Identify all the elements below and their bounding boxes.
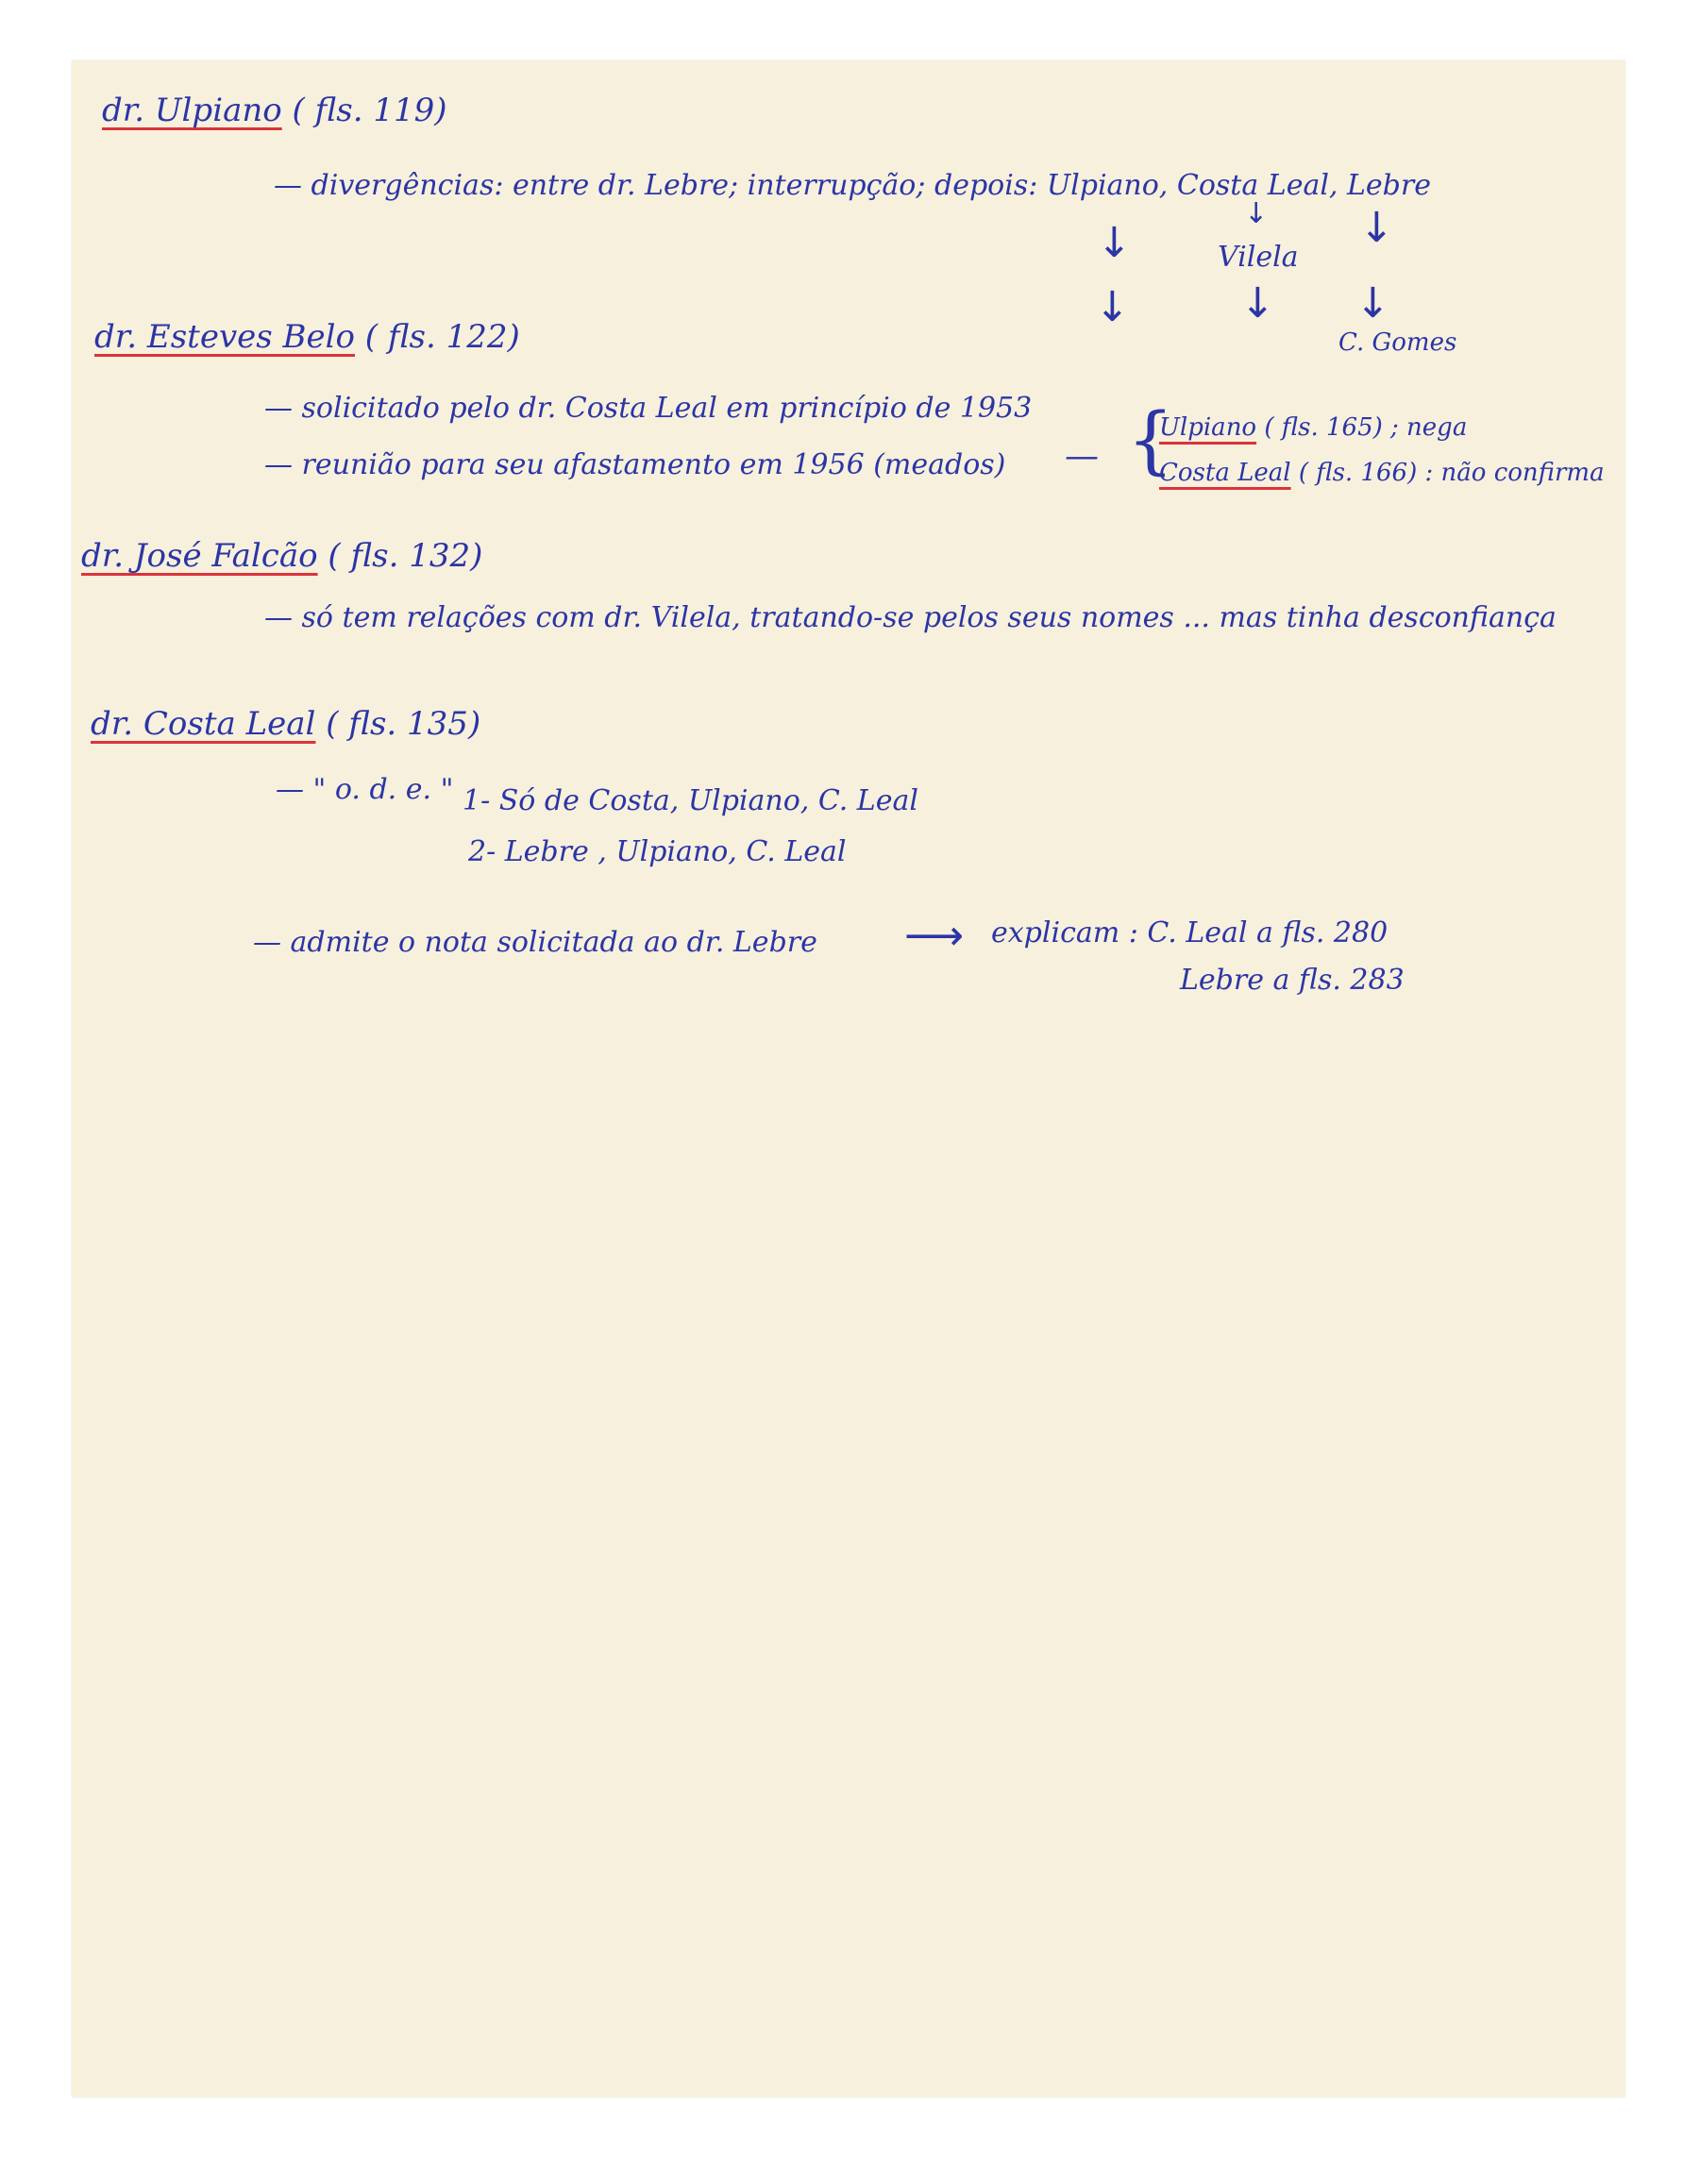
name-dr-costa-leal: dr. Costa Leal bbox=[91, 705, 316, 743]
note-explicam: explicam : C. Leal a fls. 280 bbox=[991, 916, 1389, 949]
note-solicitado: — solicitado pelo dr. Costa Leal em princípio de 1953 bbox=[264, 392, 1033, 425]
note-relacoes: — só tem relações com dr. Vilela, tratando-se pelos seus nomes ... mas tinha desconfiança bbox=[264, 601, 1557, 634]
side-note-costa-leal bbox=[1159, 461, 1605, 485]
side-ref-fls-165: ( fls. 165) ; nega bbox=[1264, 413, 1468, 442]
note-ode: — " o. d. e. " bbox=[276, 773, 454, 806]
note-admite: — admite o nota solicitada ao dr. Lebre bbox=[253, 926, 817, 959]
side-note-ulpiano bbox=[1159, 415, 1467, 440]
heading-dr-esteves-belo bbox=[94, 318, 520, 356]
name-dr-ulpiano: dr. Ulpiano bbox=[102, 92, 282, 129]
ref-fls-122: ( fls. 122) bbox=[364, 318, 520, 356]
name-dr-esteves-belo: dr. Esteves Belo bbox=[94, 318, 355, 356]
arrow-down-icon: ↓ bbox=[1359, 204, 1394, 252]
brace-glyph: { bbox=[1127, 398, 1174, 483]
arrow-down-icon: ↓ bbox=[1095, 283, 1130, 331]
note-divergencias: — divergências: entre dr. Lebre; interrupção; depois: Ulpiano, Costa Leal, Lebre bbox=[274, 169, 1431, 202]
side-name-ulpiano: Ulpiano bbox=[1159, 413, 1257, 442]
arrow-right-icon: ⟶ bbox=[904, 912, 965, 960]
ref-fls-135: ( fls. 135) bbox=[326, 705, 481, 743]
name-dr-jose-falcao: dr. José Falcão bbox=[81, 537, 318, 575]
heading-dr-jose-falcao bbox=[81, 537, 483, 575]
note-reuniao: — reunião para seu afastamento em 1956 (meados) bbox=[264, 448, 1006, 481]
connector-dash: — bbox=[1065, 437, 1099, 476]
note-lebre-fls-283: Lebre a fls. 283 bbox=[1180, 964, 1405, 997]
list-item-1: 1- Só de Costa, Ulpiano, C. Leal bbox=[463, 784, 918, 817]
arrow-down-icon: ↓ bbox=[1097, 219, 1132, 267]
side-ref-fls-166: ( fls. 166) : não confirma bbox=[1298, 459, 1605, 487]
ref-fls-119: ( fls. 119) bbox=[292, 92, 447, 129]
heading-dr-ulpiano bbox=[102, 92, 447, 129]
heading-dr-costa-leal bbox=[91, 705, 481, 743]
arrow-down-icon: ↓ bbox=[1244, 197, 1269, 230]
list-item-2: 2- Lebre , Ulpiano, C. Leal bbox=[468, 835, 847, 868]
paper-sheet bbox=[72, 60, 1625, 2097]
side-name-costa-leal: Costa Leal bbox=[1159, 459, 1291, 487]
arrow-down-icon: ↓ bbox=[1355, 279, 1390, 328]
arrow-down-icon: ↓ bbox=[1240, 279, 1275, 328]
label-vilela: Vilela bbox=[1218, 241, 1299, 274]
ref-fls-132: ( fls. 132) bbox=[328, 537, 483, 575]
label-c-gomes: C. Gomes bbox=[1338, 328, 1457, 357]
